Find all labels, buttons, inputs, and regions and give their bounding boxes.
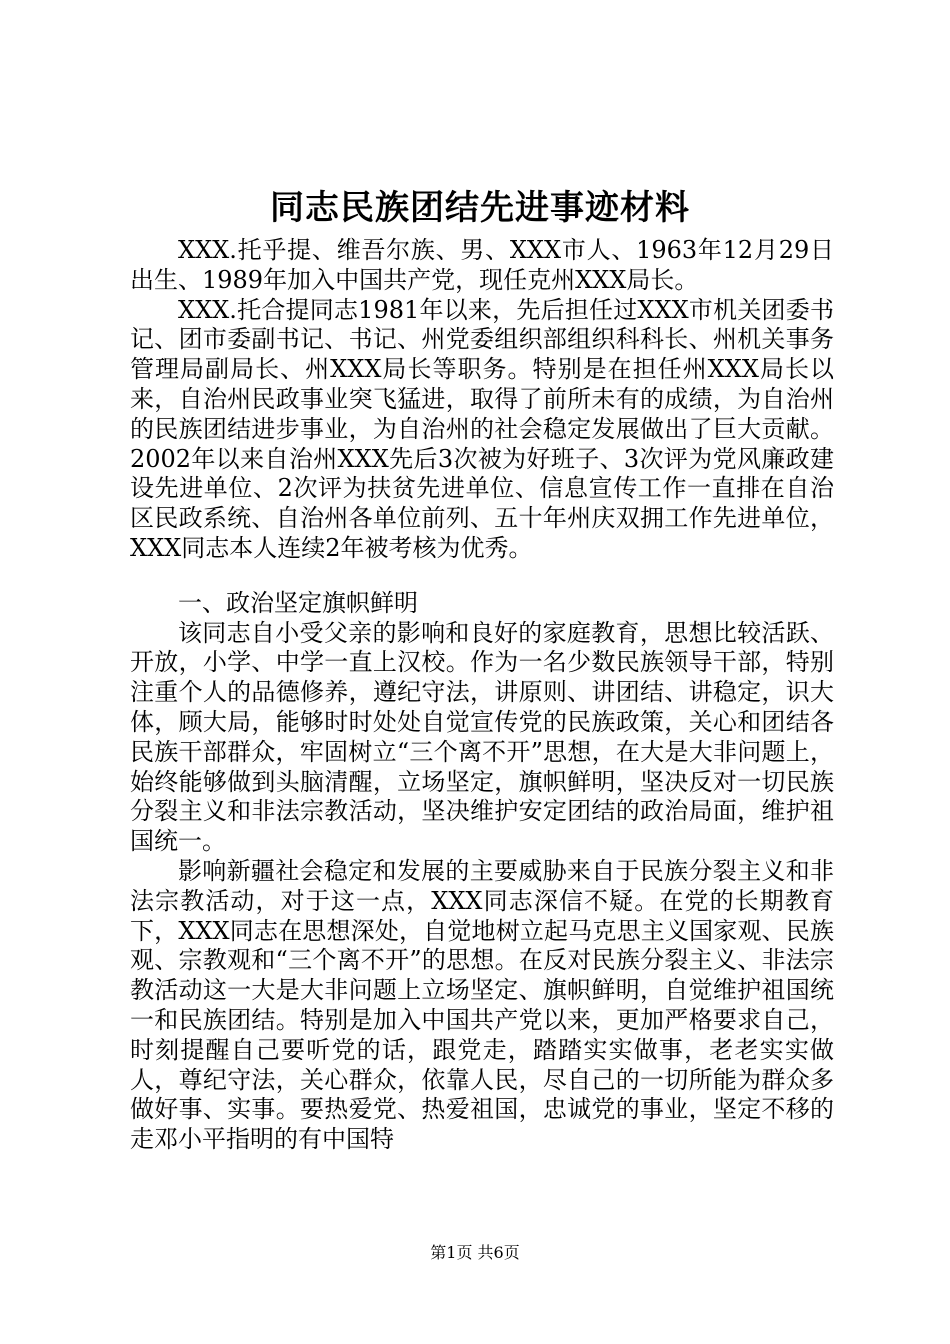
paragraph-intro: XXX.托乎提、维吾尔族、男、XXX市人、1963年12月29日出生、1989年加入中国共产党，现任克州XXX局长。 <box>130 236 834 294</box>
section-heading: 一、政治坚定旗帜鲜明 <box>178 588 418 617</box>
paragraph-stance: 影响新疆社会稳定和发展的主要威胁来自于民族分裂主义和非法宗教活动，对于这一点，XXX同志深信不疑。在党的长期教育下，XXX同志在思想深处，自觉地树立起马克思主义国家观、民族观、宗教观和“三个离不开”的思想。在反对民族分裂主义、非法宗教活动这一大是大非问题上立场坚定、旗帜鲜明，自觉维护祖国统一和民族团结。特别是加入中国共产党以来，更加严格要求自己，时刻提醒自己要听党的话，跟党走，踏踏实实做事，老老实实做人，尊纪守法，关心群众，依靠人民，尽自己的一切所能为群众多做好事、实事。要热爱党、热爱祖国，忠诚党的事业，坚定不移的走邓小平指明的有中国特 <box>130 856 834 1154</box>
document-body <box>130 236 834 1155</box>
page-number-footer: 第1页 共6页 <box>430 1243 520 1262</box>
paragraph-career: XXX.托合提同志1981年以来，先后担任过XXX市机关团委书记、团市委副书记、书记、州党委组织部组织科科长、州机关事务管理局副局长、州XXX局长等职务。特别是在担任州XXX局长以来，自治州民政事业突飞猛进，取得了前所未有的成绩，为自治州的民族团结进步事业，为自治州的社会稳定发展做出了巨大贡献。2002年以来自治州XXX先后3次被为好班子、3次评为党风廉政建设先进单位、2次评为扶贫先进单位、信息宣传工作一直排在自治区民政系统、自治州各单位前列、五十年州庆双拥工作先进单位，XXX同志本人连续2年被考核为优秀。 <box>130 295 834 562</box>
paragraph-background: 该同志自小受父亲的影响和良好的家庭教育，思想比较活跃、开放，小学、中学一直上汉校。作为一名少数民族领导干部，特别注重个人的品德修养，遵纪守法，讲原则、讲团结、讲稳定，识大体，顾大局，能够时时处处自觉宣传党的民族政策，关心和团结各民族干部群众，牢固树立“三个离不开”思想，在大是大非问题上，始终能够做到头脑清醒，立场坚定，旗帜鲜明，坚决反对一切民族分裂主义和非法宗教活动，坚决维护安定团结的政治局面，维护祖国统一。 <box>130 618 834 856</box>
document-title: 同志民族团结先进事迹材料 <box>270 188 690 228</box>
